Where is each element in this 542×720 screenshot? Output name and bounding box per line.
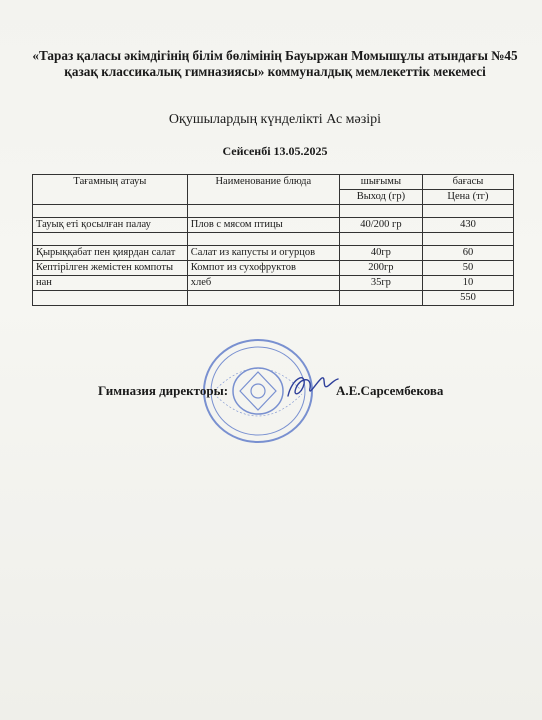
institution-title: «Тараз қаласы әкімдігінің білім бөлімінің Бауыржан Момышұлы атындағы №45 қазақ классикалық гимназиясы» коммуналдық мемлекеттік мекемесі (32, 48, 518, 79)
director-name: А.Е.Сарсембекова (336, 383, 444, 398)
director-position: Гимназия директоры: (98, 383, 229, 398)
dish-name-kz: нан (33, 276, 188, 291)
col-price-ru: Цена (тг) (422, 190, 513, 205)
col-name-kz: Тағамның атауы (33, 175, 188, 205)
director-signature (282, 370, 342, 404)
dish-name-ru: Салат из капусты и огурцов (187, 246, 339, 261)
dish-name-ru: Плов с мясом птицы (187, 218, 339, 233)
table-row (33, 246, 514, 261)
total-price: 550 (422, 291, 513, 306)
dish-name-ru: Компот из сухофруктов (187, 261, 339, 276)
table-spacer-row (33, 233, 514, 246)
col-name-ru: Наименование блюда (187, 175, 339, 205)
col-price-kz: бағасы (422, 175, 513, 190)
menu-date: Сейсенбі 13.05.2025 (222, 144, 328, 158)
dish-name-kz: Қырыққабат пен қиярдан салат (33, 246, 188, 261)
col-output-kz: шығымы (339, 175, 422, 190)
table-row (33, 261, 514, 276)
dish-name-kz: Кептірілген жемістен компоты (33, 261, 188, 276)
table-row (33, 218, 514, 233)
dish-name-kz: Тауық еті қосылған палау (33, 218, 188, 233)
dish-price: 10 (422, 276, 513, 291)
dish-price: 50 (422, 261, 513, 276)
table-spacer-row (33, 205, 514, 218)
dish-name-ru: хлеб (187, 276, 339, 291)
dish-output: 35гр (339, 276, 422, 291)
dish-output: 40гр (339, 246, 422, 261)
dish-price: 60 (422, 246, 513, 261)
table-total-row (33, 291, 514, 306)
dish-output: 40/200 гр (339, 218, 422, 233)
dish-output: 200гр (339, 261, 422, 276)
dish-price: 430 (422, 218, 513, 233)
menu-title: Оқушылардың күнделікті Ас мәзірі (168, 112, 382, 127)
table-header-row (33, 175, 514, 190)
col-output-ru: Выход (гр) (339, 190, 422, 205)
menu-table (32, 174, 514, 306)
table-row (33, 276, 514, 291)
